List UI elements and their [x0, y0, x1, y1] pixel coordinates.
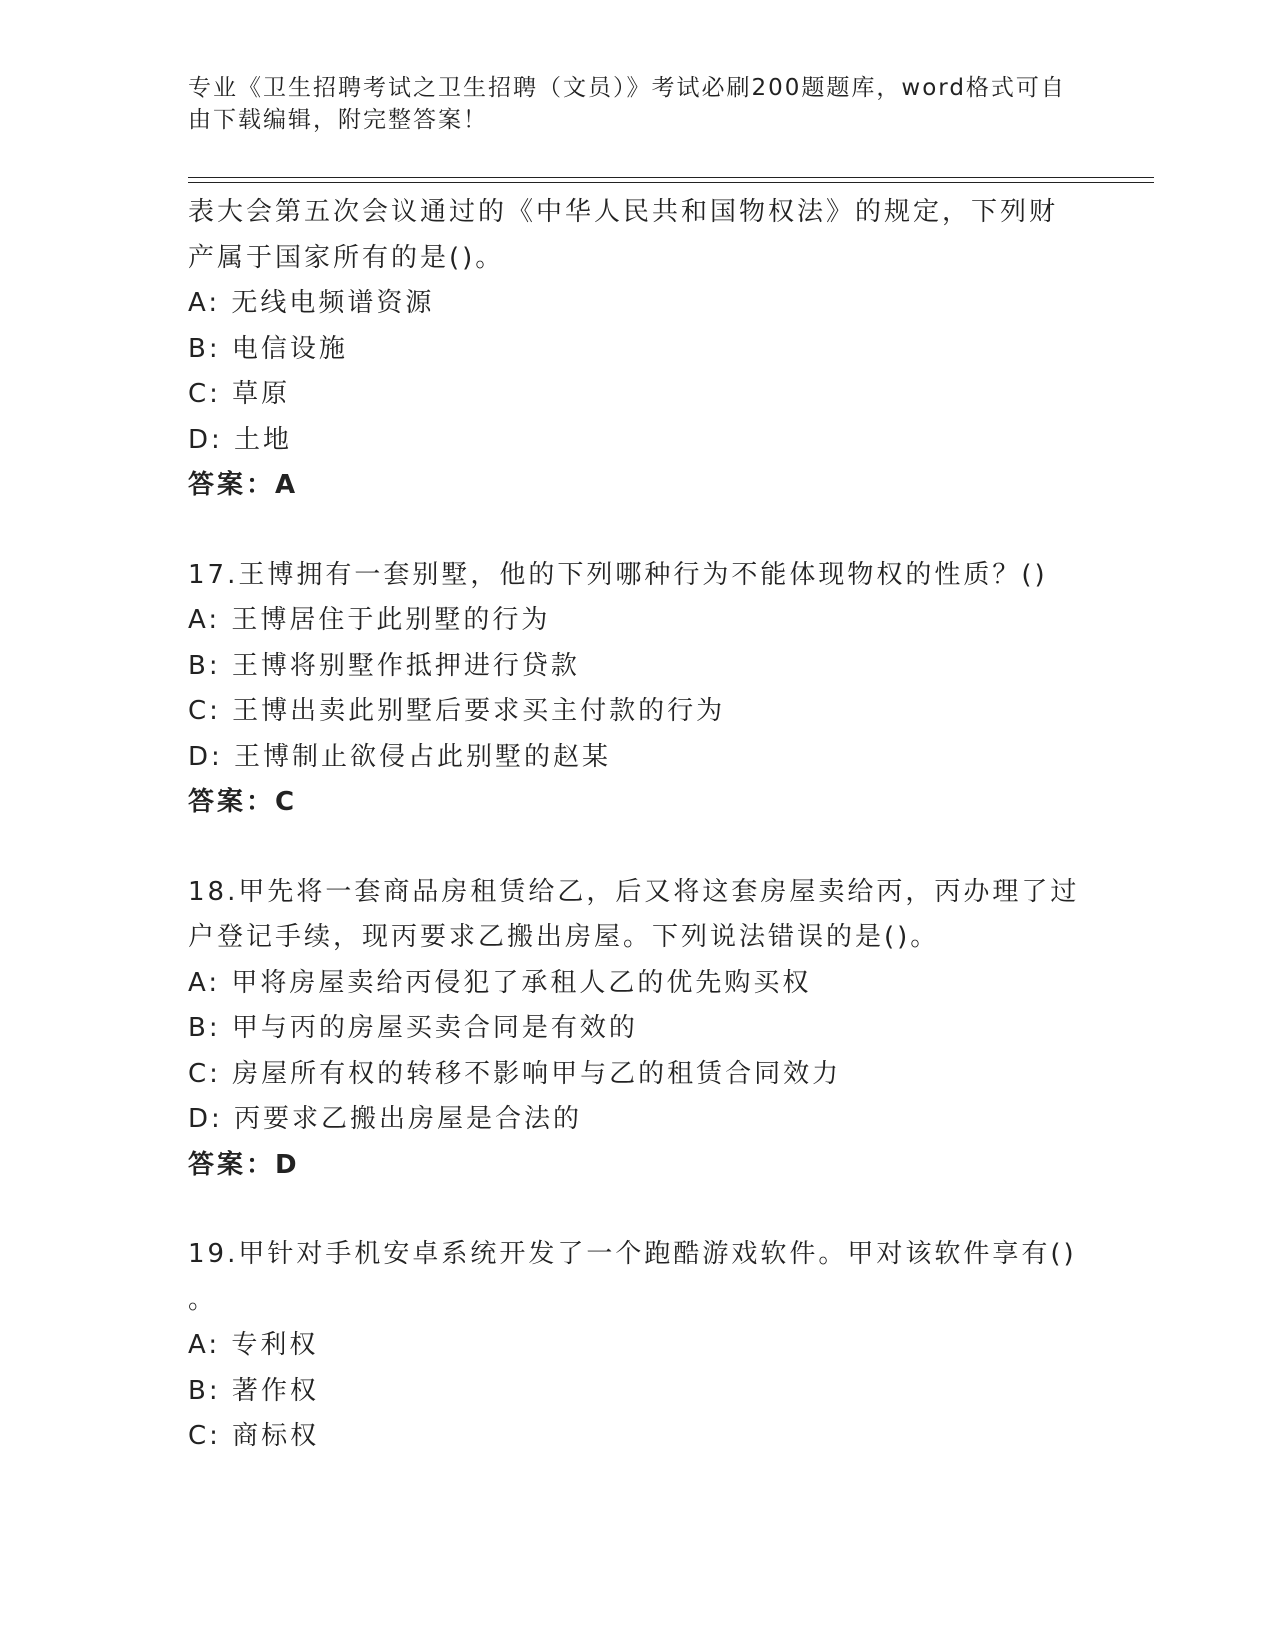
question-stem: 产属于国家所有的是()。 — [188, 242, 505, 273]
option-b: B: 甲与丙的房屋买卖合同是有效的 — [188, 1013, 638, 1043]
header-divider-bottom — [188, 182, 1154, 183]
answer: 答案：D — [188, 1149, 300, 1180]
option-c: C: 房屋所有权的转移不影响甲与乙的租赁合同效力 — [188, 1058, 842, 1089]
question-stem: 。 — [188, 1284, 218, 1315]
header-line-1: 专业《卫生招聘考试之卫生招聘（文员）》考试必刷200题题库，word格式可自 — [188, 75, 1066, 101]
option-b: B: 王博将别墅作抵押进行贷款 — [188, 650, 580, 681]
question-list — [188, 190, 1078, 1460]
question-17 — [188, 553, 1078, 826]
spacer — [188, 826, 1078, 870]
document-header — [188, 72, 1068, 136]
question-stem: 户登记手续，现丙要求乙搬出房屋。下列说法错误的是()。 — [188, 922, 940, 952]
answer: 答案：A — [188, 470, 299, 500]
option-a: A: 甲将房屋卖给丙侵犯了承租人乙的优先购买权 — [188, 967, 812, 998]
header-line-2: 由下载编辑，附完整答案！ — [188, 107, 488, 133]
option-c: C: 草原 — [188, 379, 291, 409]
option-a: A: 专利权 — [188, 1330, 319, 1360]
spacer — [188, 1188, 1078, 1232]
question-19 — [188, 1232, 1078, 1460]
option-d: D: 土地 — [188, 424, 293, 455]
option-b: B: 电信设施 — [188, 333, 348, 364]
header-divider-top — [188, 177, 1154, 178]
question-18 — [188, 870, 1078, 1189]
question-16 — [188, 190, 1078, 509]
option-d: D: 丙要求乙搬出房屋是合法的 — [188, 1104, 583, 1134]
question-stem: 17.王博拥有一套别墅，他的下列哪种行为不能体现物权的性质？() — [188, 559, 1048, 590]
option-c: C: 商标权 — [188, 1421, 320, 1451]
spacer — [188, 509, 1078, 553]
question-stem: 表大会第五次会议通过的《中华人民共和国物权法》的规定，下列财 — [188, 197, 1059, 227]
option-a: A: 王博居住于此别墅的行为 — [188, 605, 551, 635]
question-stem: 18.甲先将一套商品房租赁给乙，后又将这套房屋卖给丙，丙办理了过 — [188, 876, 1080, 907]
option-d: D: 王博制止欲侵占此别墅的赵某 — [188, 741, 612, 772]
question-stem: 19.甲针对手机安卓系统开发了一个跑酷游戏软件。甲对该软件享有() — [188, 1239, 1077, 1269]
option-c: C: 王博出卖此别墅后要求买主付款的行为 — [188, 696, 726, 726]
answer: 答案：C — [188, 787, 298, 817]
option-a: A: 无线电频谱资源 — [188, 288, 435, 318]
option-b: B: 著作权 — [188, 1375, 319, 1406]
